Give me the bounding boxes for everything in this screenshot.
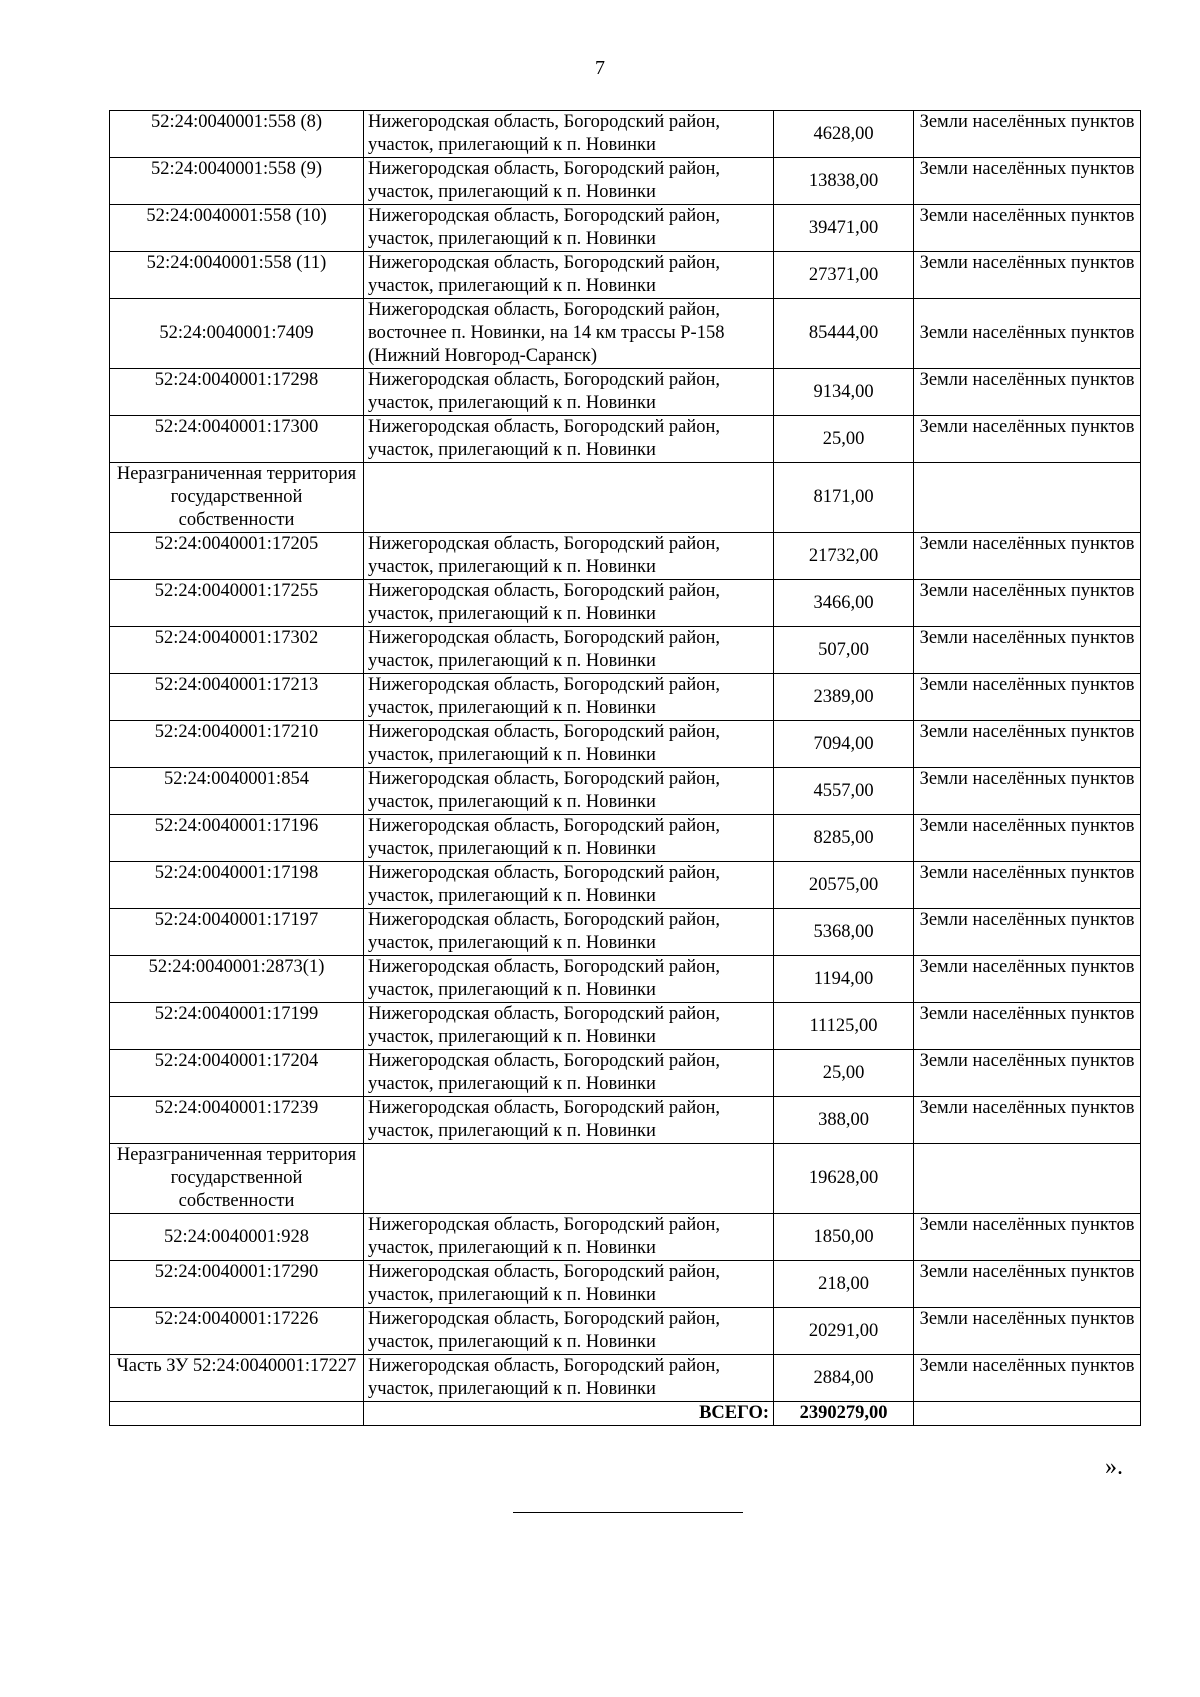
location-cell: Нижегородская область, Богородский район, участок, прилегающий к п. Новинки <box>364 111 774 158</box>
area-cell: 4557,00 <box>774 768 914 815</box>
area-cell: 27371,00 <box>774 252 914 299</box>
area-cell: 11125,00 <box>774 1003 914 1050</box>
table-row <box>110 1261 1141 1308</box>
table-row <box>110 627 1141 674</box>
cadastral-number-cell: 52:24:0040001:854 <box>110 768 364 815</box>
land-category-cell: Земли населённых пунктов <box>914 299 1141 369</box>
land-category-cell: Земли населённых пунктов <box>914 1355 1141 1402</box>
cadastral-number-cell: 52:24:0040001:17199 <box>110 1003 364 1050</box>
location-cell: Нижегородская область, Богородский район, участок, прилегающий к п. Новинки <box>364 416 774 463</box>
location-cell: Нижегородская область, Богородский район, участок, прилегающий к п. Новинки <box>364 815 774 862</box>
table-row <box>110 1308 1141 1355</box>
location-cell: Нижегородская область, Богородский район, участок, прилегающий к п. Новинки <box>364 862 774 909</box>
land-category-cell: Земли населённых пунктов <box>914 815 1141 862</box>
area-cell: 388,00 <box>774 1097 914 1144</box>
table-row <box>110 1097 1141 1144</box>
location-cell: Нижегородская область, Богородский район, участок, прилегающий к п. Новинки <box>364 1308 774 1355</box>
area-cell: 2884,00 <box>774 1355 914 1402</box>
location-cell: Нижегородская область, Богородский район, участок, прилегающий к п. Новинки <box>364 1003 774 1050</box>
area-cell: 8171,00 <box>774 463 914 533</box>
cadastral-number-cell: 52:24:0040001:17226 <box>110 1308 364 1355</box>
cadastral-number-cell: 52:24:0040001:17239 <box>110 1097 364 1144</box>
location-cell: Нижегородская область, Богородский район, участок, прилегающий к п. Новинки <box>364 1097 774 1144</box>
land-category-cell: Земли населённых пунктов <box>914 674 1141 721</box>
location-cell: Нижегородская область, Богородский район, участок, прилегающий к п. Новинки <box>364 1050 774 1097</box>
area-cell: 7094,00 <box>774 721 914 768</box>
location-cell <box>364 1144 774 1214</box>
land-category-cell: Земли населённых пунктов <box>914 627 1141 674</box>
cadastral-number-cell: 52:24:0040001:17302 <box>110 627 364 674</box>
table-row <box>110 862 1141 909</box>
location-cell: Нижегородская область, Богородский район, участок, прилегающий к п. Новинки <box>364 1214 774 1261</box>
land-category-cell: Земли населённых пунктов <box>914 416 1141 463</box>
cadastral-number-cell: 52:24:0040001:558 (9) <box>110 158 364 205</box>
cadastral-number-cell: 52:24:0040001:558 (10) <box>110 205 364 252</box>
location-cell: Нижегородская область, Богородский район, участок, прилегающий к п. Новинки <box>364 909 774 956</box>
area-cell: 85444,00 <box>774 299 914 369</box>
separator-line <box>513 1512 743 1513</box>
land-category-cell: Земли населённых пунктов <box>914 721 1141 768</box>
table-row <box>110 580 1141 627</box>
area-cell: 4628,00 <box>774 111 914 158</box>
cadastral-number-cell: 52:24:0040001:17290 <box>110 1261 364 1308</box>
cadastral-number-cell: 52:24:0040001:17205 <box>110 533 364 580</box>
table-row <box>110 1050 1141 1097</box>
table-row <box>110 1214 1141 1261</box>
area-cell: 9134,00 <box>774 369 914 416</box>
total-label: ВСЕГО: <box>364 1402 774 1426</box>
land-category-cell: Земли населённых пунктов <box>914 580 1141 627</box>
area-cell: 3466,00 <box>774 580 914 627</box>
area-cell: 25,00 <box>774 416 914 463</box>
area-cell: 21732,00 <box>774 533 914 580</box>
table-body <box>110 111 1141 1426</box>
land-category-cell: Земли населённых пунктов <box>914 862 1141 909</box>
land-category-cell: Земли населённых пунктов <box>914 1003 1141 1050</box>
land-category-cell: Земли населённых пунктов <box>914 768 1141 815</box>
location-cell: Нижегородская область, Богородский район, участок, прилегающий к п. Новинки <box>364 580 774 627</box>
table-row <box>110 1144 1141 1214</box>
area-cell: 1194,00 <box>774 956 914 1003</box>
total-empty-cell <box>110 1402 364 1426</box>
location-cell: Нижегородская область, Богородский район, участок, прилегающий к п. Новинки <box>364 533 774 580</box>
land-category-cell: Земли населённых пунктов <box>914 252 1141 299</box>
location-cell: Нижегородская область, Богородский район, участок, прилегающий к п. Новинки <box>364 1355 774 1402</box>
land-plots-table <box>109 110 1141 1426</box>
land-category-cell: Земли населённых пунктов <box>914 158 1141 205</box>
cadastral-number-cell: Неразграниченная территория государственной собственности <box>110 1144 364 1214</box>
table-row <box>110 369 1141 416</box>
cadastral-number-cell: 52:24:0040001:17298 <box>110 369 364 416</box>
area-cell: 507,00 <box>774 627 914 674</box>
cadastral-number-cell: 52:24:0040001:17255 <box>110 580 364 627</box>
cadastral-number-cell: 52:24:0040001:7409 <box>110 299 364 369</box>
area-cell: 19628,00 <box>774 1144 914 1214</box>
land-category-cell: Земли населённых пунктов <box>914 369 1141 416</box>
area-cell: 25,00 <box>774 1050 914 1097</box>
area-cell: 5368,00 <box>774 909 914 956</box>
table-row <box>110 463 1141 533</box>
location-cell: Нижегородская область, Богородский район, участок, прилегающий к п. Новинки <box>364 956 774 1003</box>
table-row <box>110 1355 1141 1402</box>
cadastral-number-cell: 52:24:0040001:17300 <box>110 416 364 463</box>
land-category-cell: Земли населённых пунктов <box>914 205 1141 252</box>
location-cell: Нижегородская область, Богородский район, участок, прилегающий к п. Новинки <box>364 627 774 674</box>
area-cell: 1850,00 <box>774 1214 914 1261</box>
cadastral-number-cell: 52:24:0040001:17198 <box>110 862 364 909</box>
area-cell: 218,00 <box>774 1261 914 1308</box>
area-cell: 2389,00 <box>774 674 914 721</box>
location-cell: Нижегородская область, Богородский район, участок, прилегающий к п. Новинки <box>364 1261 774 1308</box>
total-empty-cell <box>914 1402 1141 1426</box>
land-category-cell: Земли населённых пунктов <box>914 111 1141 158</box>
cadastral-number-cell: 52:24:0040001:2873(1) <box>110 956 364 1003</box>
area-cell: 20575,00 <box>774 862 914 909</box>
land-category-cell: Земли населённых пунктов <box>914 1214 1141 1261</box>
cadastral-number-cell: 52:24:0040001:928 <box>110 1214 364 1261</box>
land-category-cell: Земли населённых пунктов <box>914 1050 1141 1097</box>
table-row <box>110 956 1141 1003</box>
area-cell: 39471,00 <box>774 205 914 252</box>
land-category-cell: Земли населённых пунктов <box>914 533 1141 580</box>
page-number: 7 <box>595 57 605 79</box>
land-category-cell: Земли населённых пунктов <box>914 1097 1141 1144</box>
table-row <box>110 205 1141 252</box>
location-cell <box>364 463 774 533</box>
table-row <box>110 416 1141 463</box>
land-category-cell: Земли населённых пунктов <box>914 1261 1141 1308</box>
area-cell: 13838,00 <box>774 158 914 205</box>
location-cell: Нижегородская область, Богородский район, участок, прилегающий к п. Новинки <box>364 252 774 299</box>
total-value: 2390279,00 <box>774 1402 914 1426</box>
cadastral-number-cell: Часть ЗУ 52:24:0040001:17227 <box>110 1355 364 1402</box>
land-category-cell: Земли населённых пунктов <box>914 909 1141 956</box>
location-cell: Нижегородская область, Богородский район, восточнее п. Новинки, на 14 км трассы Р-158 (Нижний Новгород-Саранск) <box>364 299 774 369</box>
cadastral-number-cell: 52:24:0040001:17197 <box>110 909 364 956</box>
land-category-cell <box>914 463 1141 533</box>
location-cell: Нижегородская область, Богородский район, участок, прилегающий к п. Новинки <box>364 674 774 721</box>
area-cell: 8285,00 <box>774 815 914 862</box>
table-row <box>110 252 1141 299</box>
cadastral-number-cell: 52:24:0040001:17204 <box>110 1050 364 1097</box>
land-category-cell: Земли населённых пунктов <box>914 1308 1141 1355</box>
cadastral-number-cell: 52:24:0040001:558 (8) <box>110 111 364 158</box>
table-row <box>110 299 1141 369</box>
land-category-cell <box>914 1144 1141 1214</box>
location-cell: Нижегородская область, Богородский район, участок, прилегающий к п. Новинки <box>364 721 774 768</box>
location-cell: Нижегородская область, Богородский район, участок, прилегающий к п. Новинки <box>364 158 774 205</box>
cadastral-number-cell: 52:24:0040001:17210 <box>110 721 364 768</box>
table-row <box>110 111 1141 158</box>
total-row <box>110 1402 1141 1426</box>
location-cell: Нижегородская область, Богородский район, участок, прилегающий к п. Новинки <box>364 205 774 252</box>
table-row <box>110 815 1141 862</box>
table-row <box>110 158 1141 205</box>
closing-quote-mark: ». <box>1105 1454 1123 1480</box>
table-row <box>110 768 1141 815</box>
cadastral-number-cell: 52:24:0040001:558 (11) <box>110 252 364 299</box>
cadastral-number-cell: 52:24:0040001:17196 <box>110 815 364 862</box>
location-cell: Нижегородская область, Богородский район, участок, прилегающий к п. Новинки <box>364 369 774 416</box>
table-row <box>110 533 1141 580</box>
location-cell: Нижегородская область, Богородский район, участок, прилегающий к п. Новинки <box>364 768 774 815</box>
cadastral-number-cell: Неразграниченная территория государственной собственности <box>110 463 364 533</box>
table-row <box>110 721 1141 768</box>
cadastral-number-cell: 52:24:0040001:17213 <box>110 674 364 721</box>
land-category-cell: Земли населённых пунктов <box>914 956 1141 1003</box>
area-cell: 20291,00 <box>774 1308 914 1355</box>
table-row <box>110 909 1141 956</box>
table-row <box>110 674 1141 721</box>
table-row <box>110 1003 1141 1050</box>
